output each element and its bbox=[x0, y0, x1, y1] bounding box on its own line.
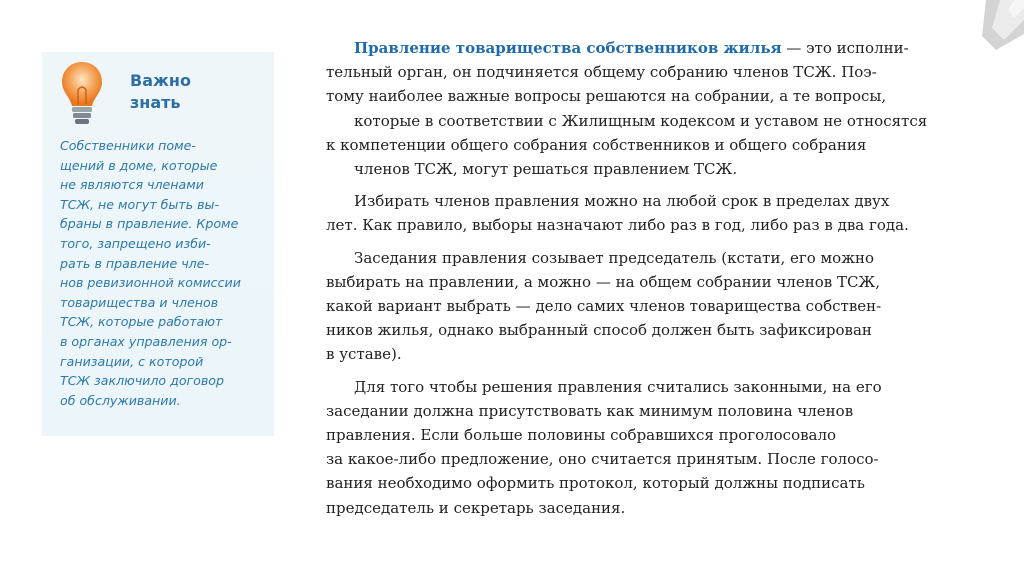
paragraph-line: к компетенции общего собрания собственников и общего собрания bbox=[326, 135, 867, 154]
paragraph-line: вания необходимо оформить протокол, который должны подписать bbox=[326, 474, 865, 493]
lightbulb-icon bbox=[60, 60, 104, 128]
paragraph-line-rest: — это исполни- bbox=[781, 39, 909, 57]
paragraph-line: тельный орган, он подчиняется общему собранию членов ТСЖ. Поэ- bbox=[326, 63, 877, 82]
paragraph-election-term bbox=[326, 189, 976, 237]
paragraph-meetings bbox=[326, 246, 976, 367]
paragraph-line: ников жилья, однако выбранный способ должен быть зафиксирован bbox=[326, 321, 872, 340]
paragraph-line: выбирать на правлении, а можно — на общем собрании членов ТСЖ, bbox=[326, 272, 881, 291]
tip-text-line: ТСЖ, не могут быть вы- bbox=[60, 196, 220, 212]
paragraph-line: заседании должна присутствовать как минимум половина членов bbox=[326, 401, 854, 420]
tip-text-line: щений в доме, которые bbox=[60, 157, 218, 173]
paragraph-line: председатель и секретарь заседания. bbox=[326, 498, 626, 517]
tip-text-line: ТСЖ заключило договор bbox=[60, 373, 224, 389]
tip-text-line: рать в правление чле- bbox=[60, 255, 210, 271]
paragraph-line: Для того чтобы решения правления считались законными, на его bbox=[354, 377, 882, 396]
paragraph-line: Избирать членов правления можно на любой срок в пределах двух bbox=[354, 192, 890, 211]
paragraph-line bbox=[326, 36, 976, 60]
paragraph-line: в уставе). bbox=[326, 345, 402, 364]
paragraph-line: какой вариант выбрать — дело самих членов товарищества собствен- bbox=[326, 297, 882, 316]
tip-title bbox=[130, 70, 240, 114]
key-term: Правление товарищества собственников жилья bbox=[354, 39, 782, 57]
paragraph-quorum bbox=[326, 375, 976, 520]
tip-text-line: не являются членами bbox=[60, 177, 204, 193]
paragraph-line: которые в соответствии с Жилищным кодексом и уставом не относятся bbox=[354, 111, 928, 130]
paragraph-line: лет. Как правило, выборы назначают либо раз в год, либо раз в два года. bbox=[326, 216, 909, 235]
tip-title-line: Важно bbox=[130, 71, 191, 90]
paragraph-line: за какое-либо предложение, оно считается принятым. После голосо- bbox=[326, 450, 879, 469]
paragraph-line: Заседания правления созывает председатель (кстати, его можно bbox=[354, 248, 875, 267]
tip-text-line: товарищества и членов bbox=[60, 294, 219, 310]
tip-text bbox=[60, 136, 270, 410]
paragraph-board-definition bbox=[326, 36, 976, 181]
tip-text-line: нов ревизионной комиссии bbox=[60, 275, 241, 291]
article-body bbox=[326, 36, 976, 520]
tip-text-line: ТСЖ, которые работают bbox=[60, 314, 223, 330]
tip-text-line: Собственники поме- bbox=[60, 138, 196, 153]
tip-text-line: ганизации, с которой bbox=[60, 353, 204, 369]
tip-text-line: браны в правление. Кроме bbox=[60, 216, 239, 232]
tip-title-line: знать bbox=[130, 93, 181, 112]
paragraph-line: правления. Если больше половины собравшихся проголосовало bbox=[326, 426, 837, 445]
tip-text-line: того, запрещено изби- bbox=[60, 235, 211, 251]
paragraph-line: тому наиболее важные вопросы решаются на собрании, а те вопросы, bbox=[326, 87, 887, 106]
tip-text-line: в органах управления ор- bbox=[60, 333, 232, 349]
tip-text-line: об обслуживании. bbox=[60, 392, 181, 408]
paragraph-line: членов ТСЖ, могут решаться правлением ТСЖ. bbox=[354, 160, 738, 179]
